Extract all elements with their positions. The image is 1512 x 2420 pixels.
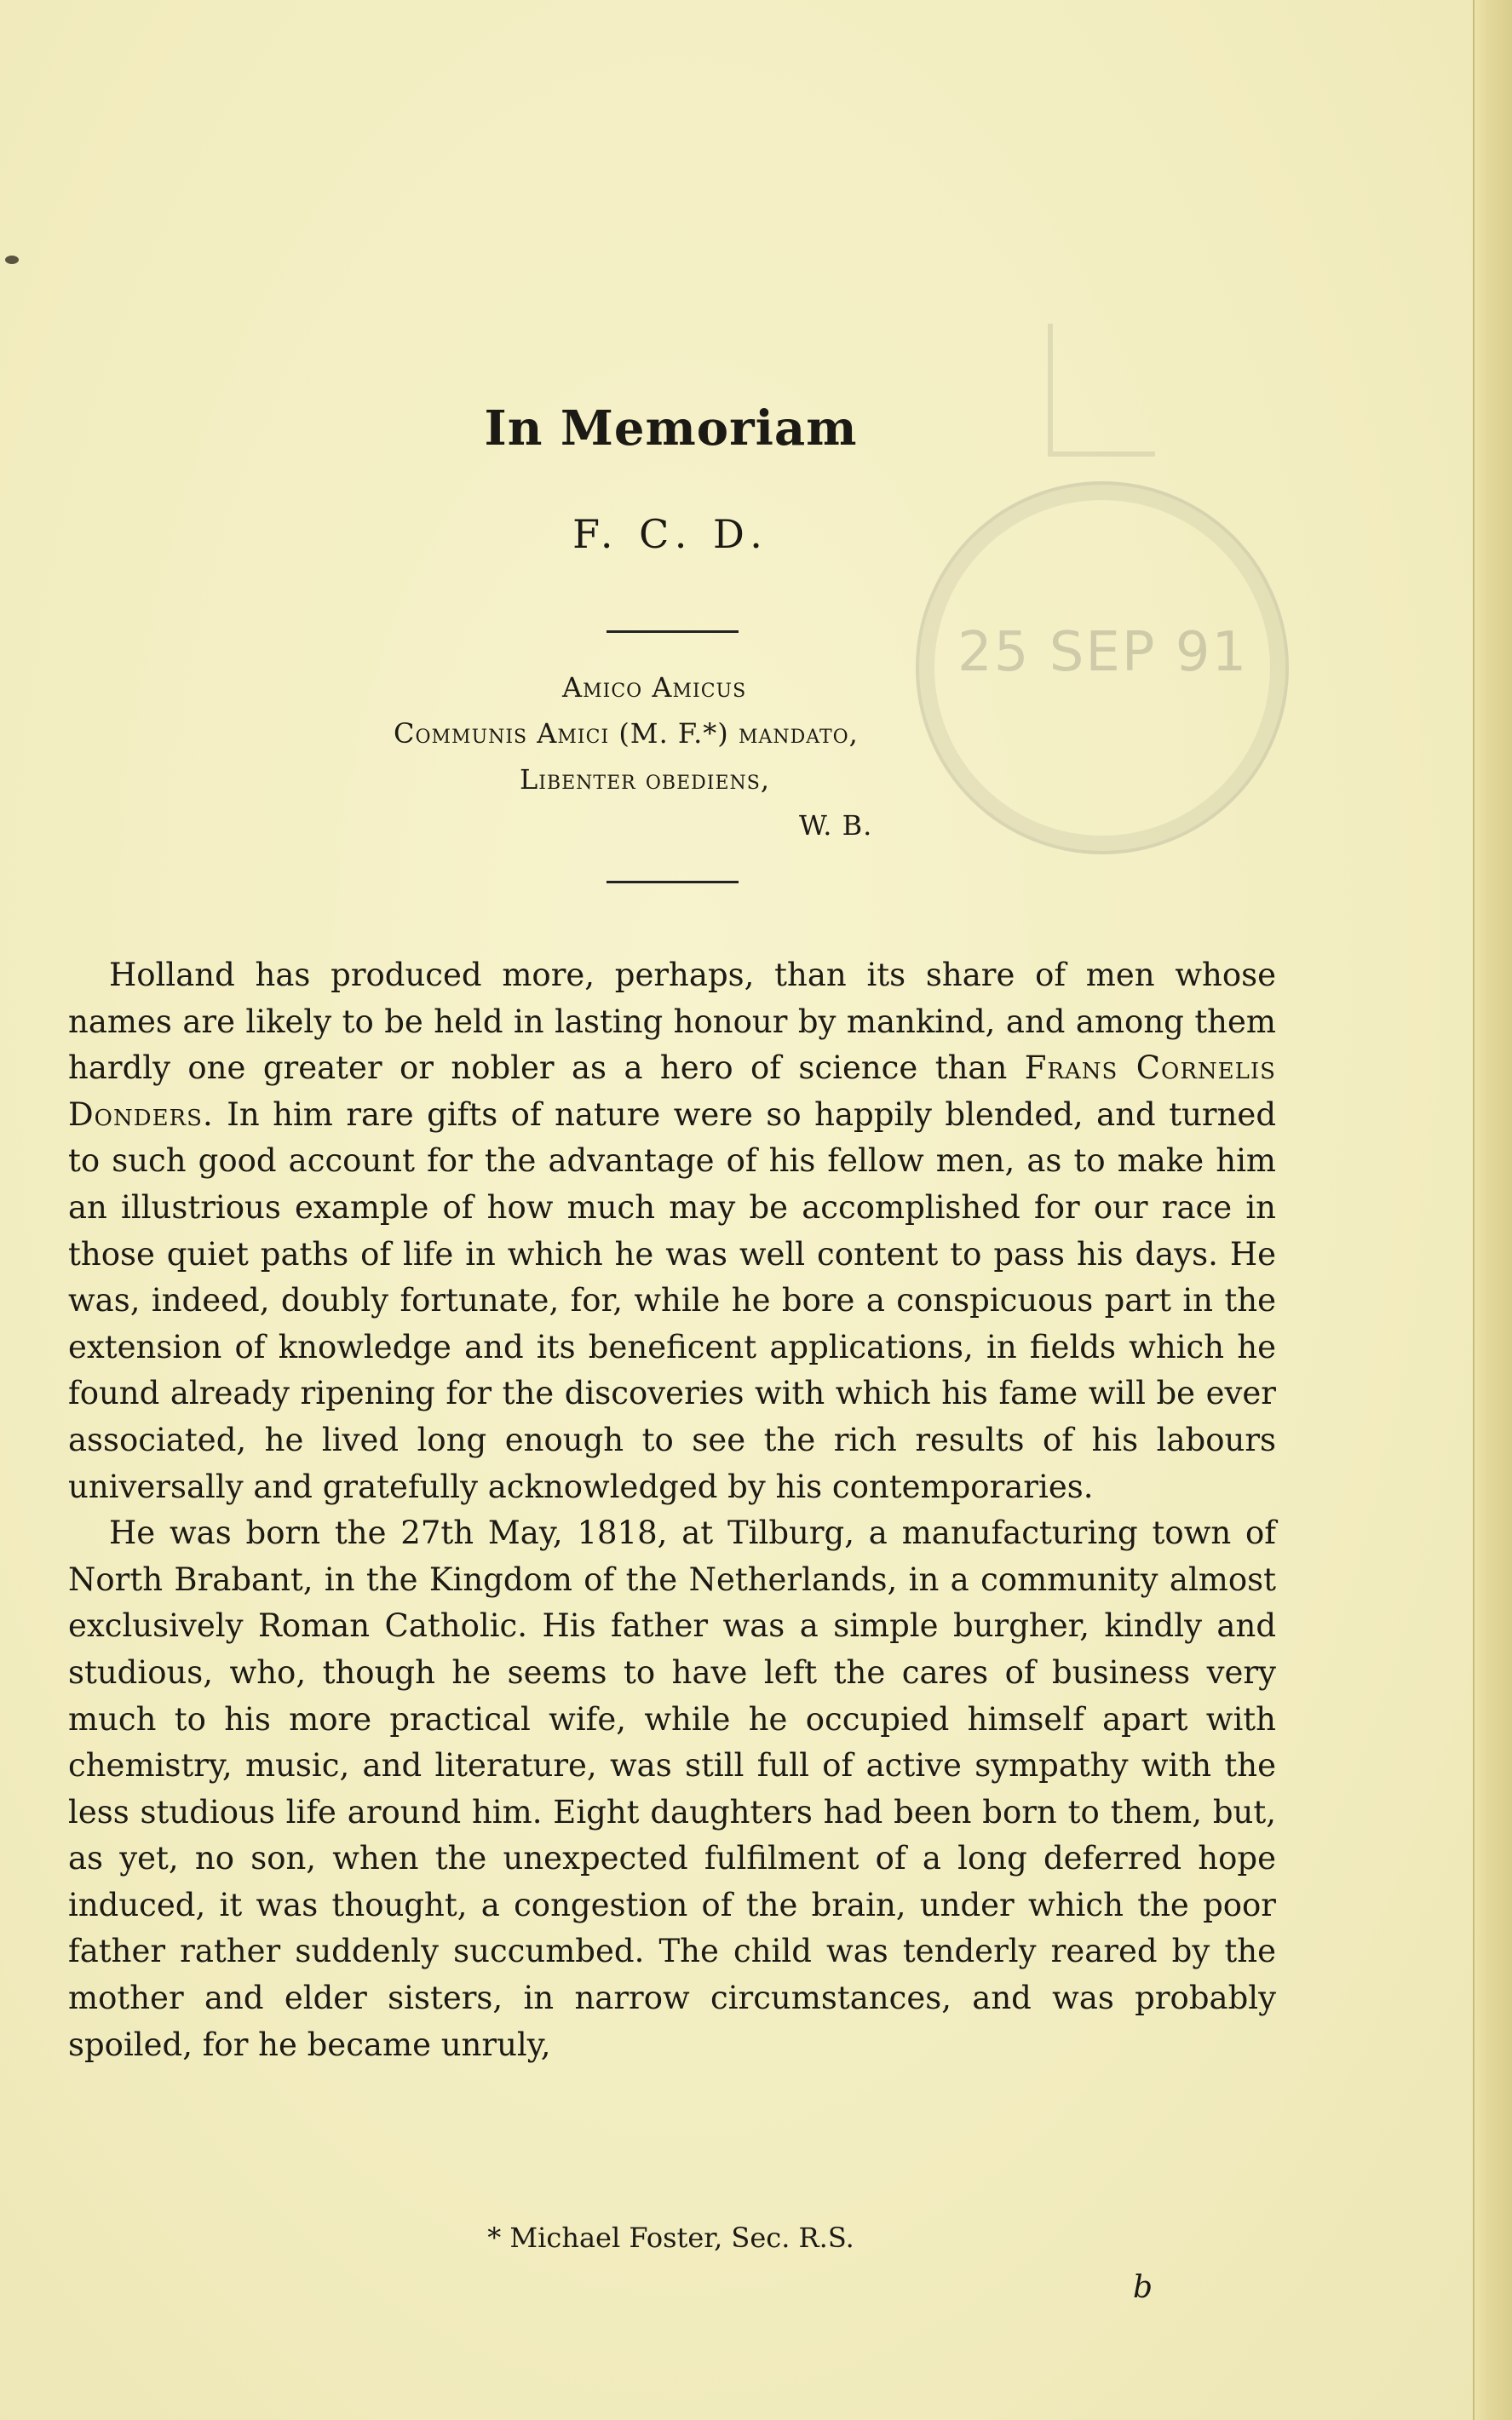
dedication-line-2: Communis Amici (M. F.*) mandato, (394, 717, 859, 750)
page-edge (1473, 0, 1512, 2420)
person-name: Frans Cornelis Donders. (68, 1049, 1276, 1133)
dedication (366, 664, 980, 848)
paragraph-1-rest: In him rare gifts of nature were so happily blended, and turned to such good account for the advantage of his fellow men, as to make him an illustrious example of how much may be accomplished for our race in those quiet paths of life in which he was well content to pass his days. He was, indeed, doubly fortunate, for, while he bore a conspicuous part in the extension of knowledge and its beneficent applications, in fields which he found already ripening for the discoveries with which his fame will be ever associated, he lived long enough to see the rich results of his labours universally and gratefully acknowledged by his contemporaries. (68, 1095, 1277, 1505)
body-text (68, 952, 1276, 2068)
initials: F. C. D. (572, 511, 769, 557)
ink-speck (5, 256, 19, 264)
divider-top (607, 630, 739, 633)
footnote: * Michael Foster, Sec. R.S. (487, 2222, 854, 2254)
dedication-line-3: Libenter obediens, (520, 763, 771, 796)
dedication-line-1: Amico Amicus (562, 671, 747, 704)
signature-mark: b (1133, 2270, 1153, 2305)
dedication-line-4: W. B. (799, 809, 873, 842)
page-title: In Memoriam (484, 400, 858, 457)
paragraph-1 (68, 952, 1276, 1510)
paragraph-2: He was born the 27th May, 1818, at Tilburg, a manufacturing town of North Brabant, in the Kingdom of the Netherlands, in a community almost exclusively Roman Catholic. His father was a simple burgher, kindly and studious, who, though he seems to have left the cares of business very much to his more practical wife, while he occupied himself apart with chemistry, music, and literature, was still full of active sympathy with the less studious life around him. Eight daughters had been born to them, but, as yet, no son, when the unexpected fulfilment of a long deferred hope induced, it was thought, a congestion of the brain, under which the poor father rather suddenly succumbed. The child was tenderly reared by the mother and elder sisters, in narrow circumstances, and was probably spoiled, for he became unruly, (68, 1515, 1276, 2063)
divider-bottom (607, 881, 739, 883)
paragraph-1-lead: Holland has produced more, perhaps, than its share of men whose names are likely to be held in lasting honour by mankind, and among them hardly one greater or nobler as a hero of science than (68, 957, 1276, 1087)
stamp-date: 25 SEP 91 (957, 621, 1249, 684)
